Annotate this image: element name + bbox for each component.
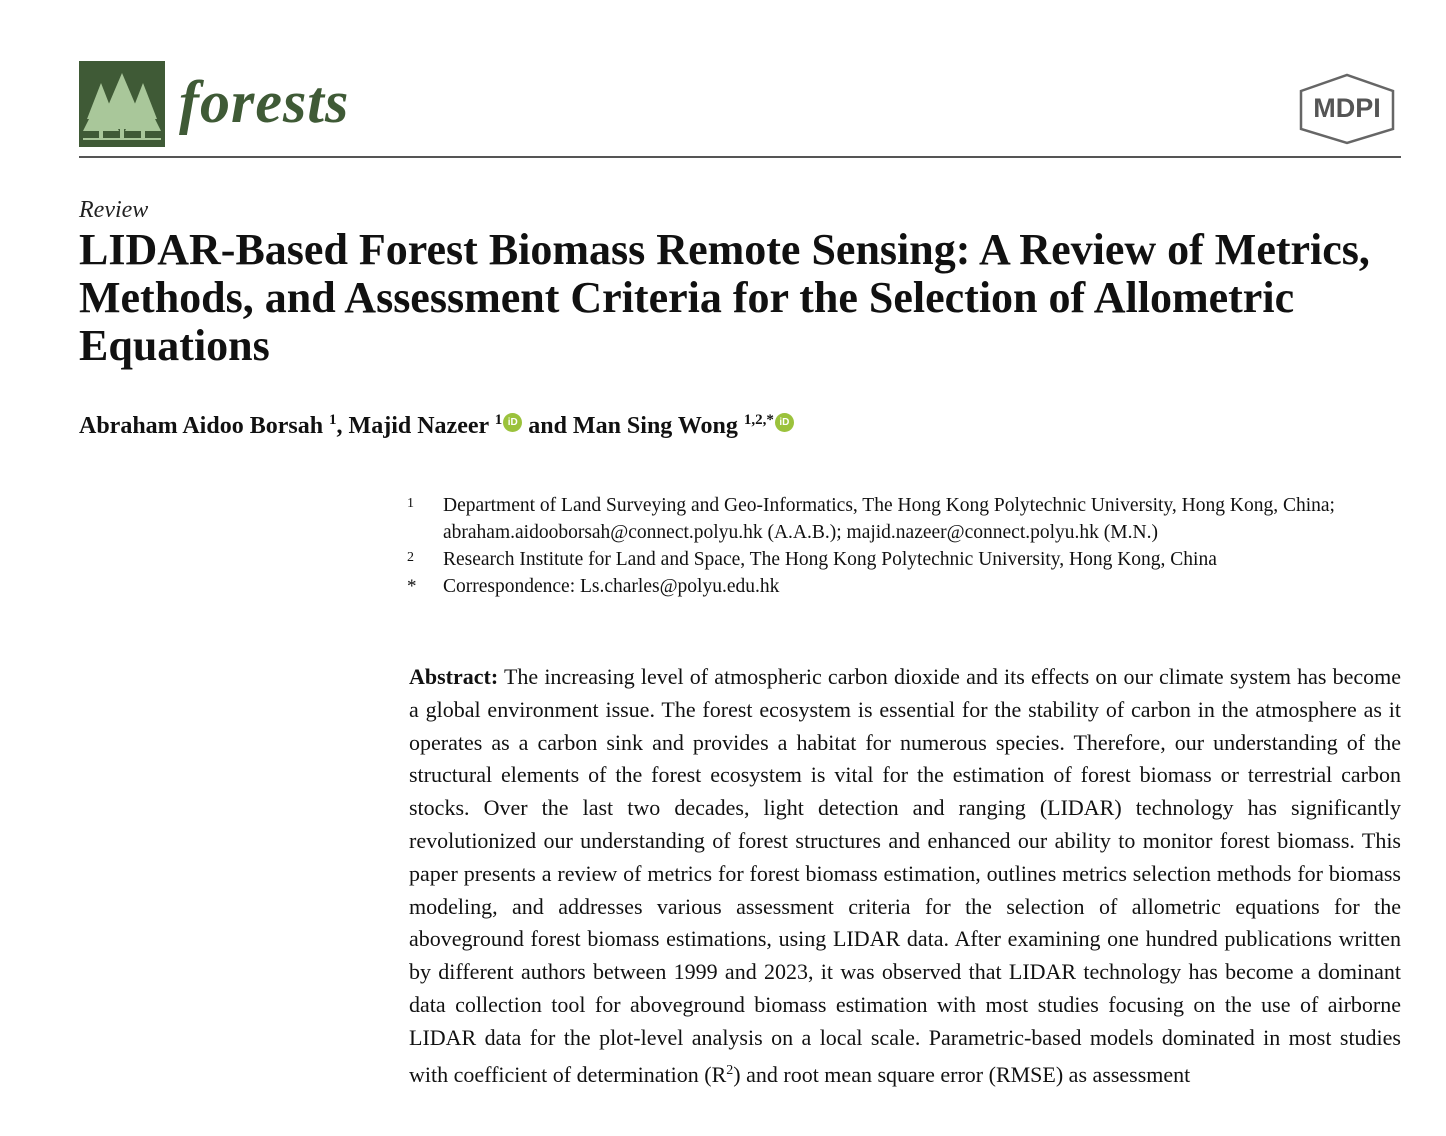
correspondence-item	[407, 573, 1397, 600]
abstract-label: Abstract:	[409, 664, 499, 689]
author-name: Abraham Aidoo Borsah	[79, 413, 324, 439]
journal-header	[79, 61, 1401, 157]
author-affil-sup: 1	[494, 412, 503, 428]
trees-icon	[79, 61, 165, 147]
affiliation-text: Department of Land Surveying and Geo-Informatics, The Hong Kong Polytechnic University, Hong Kong, China; abraham.aidooborsah@connect.polyu.hk (A.A.B.); majid.nazeer@connect.polyu.hk (M.N.)	[443, 495, 1335, 543]
abstract-text: The increasing level of atmospheric carbon dioxide and its effects on our climate system has become a global environment issue. The forest ecosystem is essential for the stability of carbon in the atmosphere as it operates as a carbon sink and provides a habitat for numerous species. Therefore, our understanding of the structural elements of the forest ecosystem is vital for the estimation of forest biomass or terrestrial carbon stocks. Over the last two decades, light detection and ranging (LIDAR) technology has significantly revolutionized our understanding of forest structures and enhanced our ability to monitor forest biomass. This paper presents a review of metrics for forest biomass estimation, outlines metrics selection methods for biomass modeling, and addresses various assessment criteria for the selection of allometric equations for the aboveground forest biomass estimations, using LIDAR data. After examining one hundred publications written by different authors between 1999 and 2023, it was observed that LIDAR technology has become a dominant data collection tool for aboveground biomass estimation with most studies focusing on the use of airborne LIDAR data for the plot-level analysis on a local scale. Parametric-based models dominated in most studies with coefficient of determination (R	[409, 664, 1401, 1087]
affiliation-item	[407, 546, 1397, 573]
author-affil-sup: 1,2,*	[743, 412, 774, 428]
affiliation-text: Research Institute for Land and Space, The Hong Kong Polytechnic University, Hong Kong, China	[443, 549, 1217, 570]
correspondence-text: Correspondence: Ls.charles@polyu.edu.hk	[443, 576, 780, 597]
affiliation-mark: 2	[407, 550, 414, 565]
orcid-icon[interactable]: iD	[775, 413, 794, 432]
affiliations	[407, 492, 1397, 600]
affiliation-item	[407, 492, 1397, 546]
article-title: LIDAR-Based Forest Biomass Remote Sensing: A Review of Metrics, Methods, and Assessment Criteria for the Selection of Allometric Equations	[79, 225, 1370, 370]
mdpi-logo	[1293, 73, 1401, 145]
author-affil-sup: 1	[329, 412, 337, 428]
author-name: Majid Nazeer	[348, 413, 489, 439]
author-list	[79, 404, 794, 442]
author-name: Man Sing Wong	[572, 413, 738, 439]
abstract-text-continued: ) and root mean square error (RMSE) as assessment	[733, 1061, 1191, 1087]
author-separator: and	[522, 413, 573, 439]
affiliation-mark: *	[407, 576, 417, 597]
journal-name: forests	[179, 69, 350, 135]
affiliation-mark: 1	[407, 496, 414, 511]
article-type: Review	[79, 197, 149, 223]
author-separator: ,	[336, 413, 349, 439]
orcid-icon[interactable]: iD	[503, 413, 522, 432]
abstract-sup: 2	[726, 1062, 734, 1078]
header-divider	[79, 156, 1401, 158]
abstract	[409, 661, 1401, 1091]
publisher-name: MDPI	[1313, 93, 1381, 123]
